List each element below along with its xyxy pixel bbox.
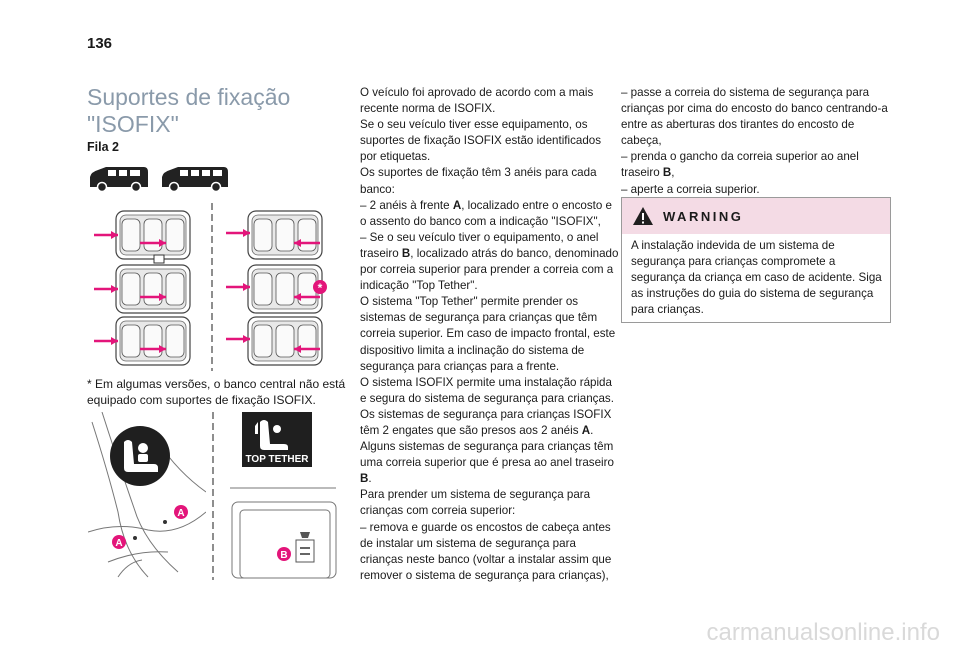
anchor-a2-marker xyxy=(112,535,126,549)
paragraph: Para prender um sistema de segurança para crianças com correia superior: xyxy=(360,488,591,518)
paragraph: Os sistemas de segurança para crianças ISOFIX têm 2 engates que são presos aos 2 anéis A. xyxy=(360,407,612,437)
isofix-seat-diagram xyxy=(88,203,348,373)
footnote: * Em algumas versões, o banco central não está equipado com suportes de fixação ISOFIX. xyxy=(87,377,346,407)
watermark: carmanualsonline.info xyxy=(706,619,940,646)
top-tether-illustration xyxy=(220,412,340,580)
figure-divider xyxy=(210,412,216,582)
anchor-letter: B xyxy=(662,166,672,180)
paragraph: – 2 anéis à frente A, localizado entre o encosto e o assento do banco com a indicação "ISOFIX", xyxy=(360,198,613,228)
paragraph: O sistema ISOFIX permite uma instalação rápida e segura do sistema de segurança para crianças. xyxy=(360,375,614,405)
page-title: Suportes de fixação "ISOFIX" xyxy=(87,84,291,137)
anchor-b-marker xyxy=(277,547,291,561)
svg-text:*: * xyxy=(317,281,323,295)
van-long-icon xyxy=(162,167,228,192)
anchor-letter: B xyxy=(401,246,411,260)
body-column-3 xyxy=(621,85,891,198)
center-seat-marker xyxy=(154,255,164,263)
isofix-anchor-illustration xyxy=(88,412,206,580)
warning-box xyxy=(621,197,891,323)
warning-header xyxy=(622,198,890,234)
vehicle-icons xyxy=(88,163,228,193)
svg-text:A: A xyxy=(177,508,185,519)
paragraph: Se o seu veículo tiver esse equipamento, os suportes de fixação ISOFIX estão identificados por etiquetas. xyxy=(360,118,602,164)
anchor-letter: A xyxy=(452,198,462,212)
paragraph: – aperte a correia superior. xyxy=(621,182,760,196)
body-column-2 xyxy=(360,85,620,584)
paragraph: O veículo foi aprovado de acordo com a mais recente norma de ISOFIX. xyxy=(360,86,594,116)
tether-anchor-b xyxy=(296,532,314,562)
paragraph: Alguns sistemas de segurança para crianças têm uma correia superior que é presa ao anel traseiro B. xyxy=(360,440,614,486)
svg-text:B: B xyxy=(280,550,288,561)
warning-title: WARNING xyxy=(663,209,744,224)
paragraph: O sistema "Top Tether" permite prender os sistemas de segurança para crianças que têm correia superior. Em caso de impacto frontal, este dispositivo limita a inclinação do sistema de segurança para crianças para a frente. xyxy=(360,295,616,373)
paragraph: – prenda o gancho da correia superior ao anel traseiro B, xyxy=(621,150,859,180)
anchor-letter: B xyxy=(360,472,369,486)
paragraph: Os suportes de fixação têm 3 anéis para cada banco: xyxy=(360,166,597,196)
warning-text: A instalação indevida de um sistema de segurança para crianças compromete a segurança da criança em caso de acidente. Siga as instruções do guia do sistema de segurança para crianças. xyxy=(631,239,882,317)
svg-text:TOP TETHER: TOP TETHER xyxy=(245,454,309,465)
warning-icon xyxy=(632,206,654,226)
svg-text:A: A xyxy=(115,538,123,549)
page-number: 136 xyxy=(87,35,113,52)
paragraph: – Se o seu veículo tiver o equipamento, o anel traseiro B, localizado atrás do banco, denominado por correia superior para prender a correia com a indicação "Top Tether". xyxy=(360,230,619,293)
paragraph: – passe a correia do sistema de segurança para crianças por cima do encosto do banco centrando-a entre as aberturas dos tirantes do encosto de cabeça, xyxy=(621,86,888,148)
paragraph: – remova e guarde os encostos de cabeça antes de instalar um sistema de segurança para crianças neste banco (voltar a instalar assim que remover o sistema de segurança para crianças), xyxy=(360,520,612,582)
row-subheading: Fila 2 xyxy=(87,140,119,154)
anchor-a-marker xyxy=(174,505,188,519)
anchor-letter: A xyxy=(581,423,591,437)
van-short-icon xyxy=(90,167,148,192)
